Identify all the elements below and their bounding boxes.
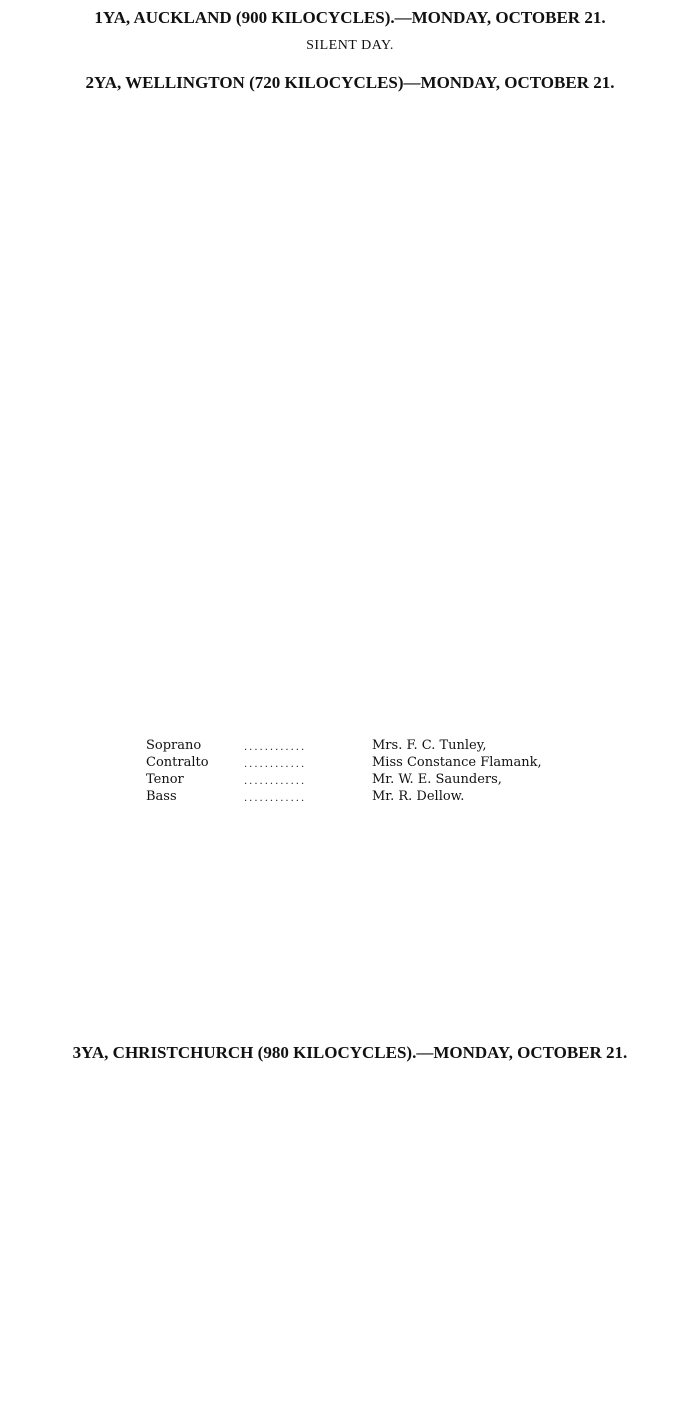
soloist-voice: Soprano bbox=[146, 738, 202, 753]
soloist-name: Mrs. F. C. Tunley, bbox=[372, 738, 487, 753]
soloist-name: Miss Constance Flamank, bbox=[372, 755, 542, 770]
station-heading-2ya: 2YA, WELLINGTON (720 KILOCYCLES)—MONDAY, OCTOBER 21. bbox=[85, 73, 615, 92]
leader-dots: ............ bbox=[244, 742, 307, 753]
station-heading-3ya: 3YA, CHRISTCHURCH (980 KILOCYCLES).—MONDAY, OCTOBER 21. bbox=[72, 1043, 628, 1062]
soloist-voice: Tenor bbox=[146, 772, 184, 787]
soloist-name: Mr. W. E. Saunders, bbox=[372, 772, 502, 787]
station-heading-1ya: 1YA, AUCKLAND (900 KILOCYCLES).—MONDAY, OCTOBER 21. bbox=[94, 8, 606, 27]
soloist-voice: Bass bbox=[146, 789, 177, 804]
silent-day-note: SILENT DAY. bbox=[306, 38, 394, 53]
leader-dots: ............ bbox=[244, 793, 307, 804]
leader-dots: ............ bbox=[244, 759, 307, 770]
soloist-name: Mr. R. Dellow. bbox=[372, 789, 465, 804]
leader-dots: ............ bbox=[244, 776, 307, 787]
soloist-voice: Contralto bbox=[146, 755, 209, 770]
